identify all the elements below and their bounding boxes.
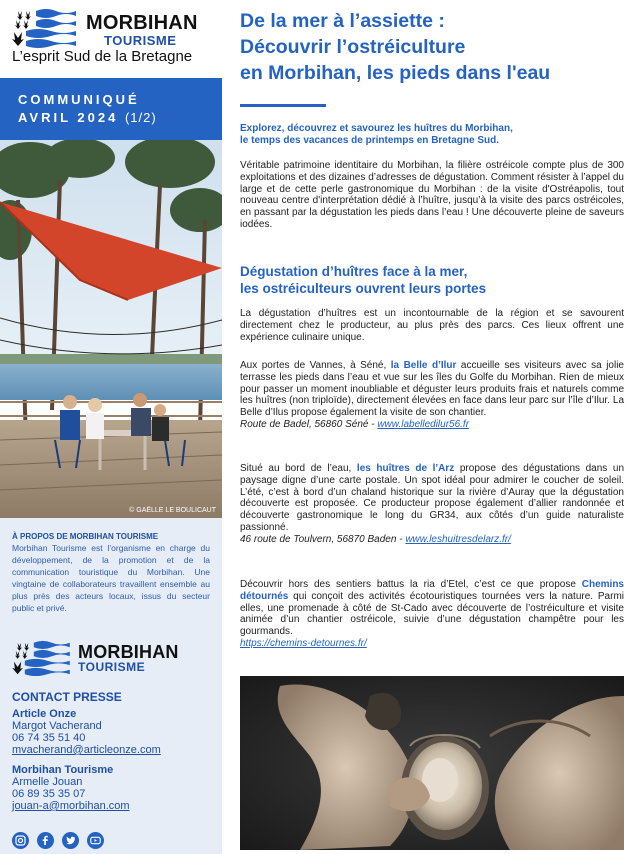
morbihan-tourisme-logo-small[interactable] bbox=[12, 640, 212, 676]
release-badge bbox=[0, 78, 222, 140]
instagram-icon[interactable] bbox=[12, 832, 29, 849]
oyster-hands-illustration bbox=[240, 676, 624, 850]
release-type: COMMUNIQUÉ bbox=[18, 92, 140, 107]
sidebar bbox=[0, 0, 222, 854]
contact-agency bbox=[12, 708, 212, 756]
title-line: en Morbihan, les pieds dans l'eau bbox=[240, 62, 551, 84]
section-heading bbox=[240, 263, 624, 297]
logo-wordmark: MORBIHAN bbox=[78, 642, 179, 662]
producer-address: 46 route de Toulvern, 56870 Baden - bbox=[240, 533, 406, 545]
logo-subword: TOURISME bbox=[104, 33, 177, 48]
morbihan-tourisme-logo[interactable] bbox=[12, 8, 217, 48]
contact-org: Article Onze bbox=[12, 708, 77, 720]
chemins-detournes-paragraph bbox=[240, 579, 624, 650]
tasting-paragraph: La dégustation d’huîtres est un incontournable de la région et se savourent directement chez le producteur, au plus près des parcs. Ces lieux offrent une expérience culinaire unique. bbox=[240, 308, 624, 343]
producer-address: Route de Badel, 56860 Séné - bbox=[240, 418, 378, 430]
title-divider bbox=[240, 104, 326, 107]
about-section bbox=[0, 518, 222, 854]
breton-flag-icon bbox=[12, 8, 76, 48]
paragraph-text: Aux portes de Vannes, à Séné, bbox=[240, 360, 391, 371]
title-line: Découvrir l’ostréiculture bbox=[240, 36, 466, 58]
about-text: Morbihan Tourisme est l’organisme en charge du développement, de la promotion et de la communication touristique du Morbihan. Une vingtaine de collaborateurs travaillent ensemble au plus près des acteurs locaux, issus du secteur public et privé. bbox=[12, 543, 210, 613]
contact-name: Armelle Jouan bbox=[12, 776, 83, 788]
contact-title: CONTACT PRESSE bbox=[12, 690, 122, 704]
producer-link[interactable]: https://chemins-detournes.fr/ bbox=[240, 637, 367, 649]
producer-link[interactable]: www.labelledilur56.fr bbox=[377, 418, 470, 430]
lead-line: le temps des vacances de printemps en Bretagne Sud. bbox=[240, 135, 499, 146]
paragraph-text: Découvrir hors des sentiers battus la ria d’Etel, c’est ce que propose bbox=[240, 579, 582, 590]
contact-org: Morbihan Tourisme bbox=[12, 764, 114, 776]
article-lead bbox=[240, 123, 624, 147]
release-part: (1/2) bbox=[124, 110, 157, 125]
facebook-icon[interactable] bbox=[37, 832, 54, 849]
terrace-photo-illustration bbox=[0, 140, 222, 518]
release-date bbox=[18, 110, 222, 125]
logo-wordmark: MORBIHAN bbox=[86, 12, 198, 34]
youtube-icon[interactable] bbox=[87, 832, 104, 849]
logo-subword: TOURISME bbox=[78, 660, 146, 674]
paragraph-text: accueille ses visiteurs avec sa jolie terrasse les pieds dans l’eau et vue sur les îles du Golfe du Morbihan. Rien de mieux pour passer un moment inoubliable et déguster leurs produits frais et naturels comme les huîtres (non triploïde), directement élevées en face dans leur parc sur l’île d’Ilur. La Belle d’Ilus propose également la visite de son chantier. bbox=[240, 360, 624, 419]
paragraph-text: propose des dégustations dans un paysage digne d’une carte postale. Un spot idéal pour admirer le coucher de soleil. L’été, c’est à bord d’un chaland historique sur la rivière d’Auray que la dégustation découverte est proposée. Ce producteur propose également d’allier randonnée et découverte gastronomique le long du GR34, aux côtés d’un guide naturaliste passionné. bbox=[240, 463, 625, 533]
section-heading-line: les ostréiculteurs ouvrent leurs portes bbox=[240, 281, 487, 296]
paragraph-text: qui conçoit des activités écotouristiques tournées vers la nature. Parmi elles, une promenade à côté de St-Cado avec découverte de l’ostréiculture et visite animée d’un chantier ostréicole, suivie d’une dégustation champêtre pour les gourmands. bbox=[240, 590, 624, 638]
twitter-icon[interactable] bbox=[62, 832, 79, 849]
producer-name: la Belle d’Ilur bbox=[390, 360, 457, 371]
producer-link[interactable]: www.leshuitresdelarz.fr/ bbox=[405, 533, 511, 545]
page-title bbox=[240, 8, 624, 86]
producer-name: Chemins détournés bbox=[240, 579, 624, 602]
contact-phone[interactable]: 06 74 35 51 40 bbox=[12, 732, 86, 744]
oyster-photo bbox=[240, 676, 624, 850]
contact-phone[interactable]: 06 89 35 35 07 bbox=[12, 788, 86, 800]
paragraph-text: Situé au bord de l’eau, bbox=[240, 463, 357, 474]
contact-email[interactable]: mvacherand@articleonze.com bbox=[12, 744, 161, 756]
contact-name: Margot Vacherand bbox=[12, 720, 102, 732]
about-title: À PROPOS DE MORBIHAN TOURISME bbox=[12, 532, 159, 541]
brand-tagline: L’esprit Sud de la Bretagne bbox=[12, 48, 193, 65]
title-line: De la mer à l’assiette : bbox=[240, 10, 445, 32]
huitres-arz-paragraph bbox=[240, 463, 624, 546]
producer-name: les huîtres de l’Arz bbox=[356, 463, 455, 474]
social-links bbox=[12, 832, 104, 850]
intro-paragraph: Véritable patrimoine identitaire du Morbihan, la filière ostréicole compte plus de 300 exploitations et des dizaines d’adresses de dégustation. Comment résister à l’appel du large et de cette perle gastronomique du Morbihan : de la visite d'Ostréapolis, tout nouveau centre d'interprétation dédié à l’huître, jusqu’à la visite des parcs ostréicoles, en passant par la dégustation les pieds dans l’eau ! Une découverte pleine de saveurs iodées. bbox=[240, 160, 624, 230]
contact-email[interactable]: jouan-a@morbihan.com bbox=[12, 800, 130, 812]
release-month: AVRIL 2024 bbox=[18, 110, 119, 125]
terrace-photo bbox=[0, 140, 222, 518]
belle-dilur-paragraph bbox=[240, 360, 624, 431]
photo-credit: © GAËLLE LE BOULICAUT bbox=[129, 507, 216, 514]
section-heading-line: Dégustation d’huîtres face à la mer, bbox=[240, 264, 468, 279]
article bbox=[240, 0, 624, 854]
contact-tourism bbox=[12, 764, 212, 812]
breton-flag-icon bbox=[12, 640, 70, 676]
lead-line: Explorez, découvrez et savourez les huîtres du Morbihan, bbox=[240, 123, 513, 134]
